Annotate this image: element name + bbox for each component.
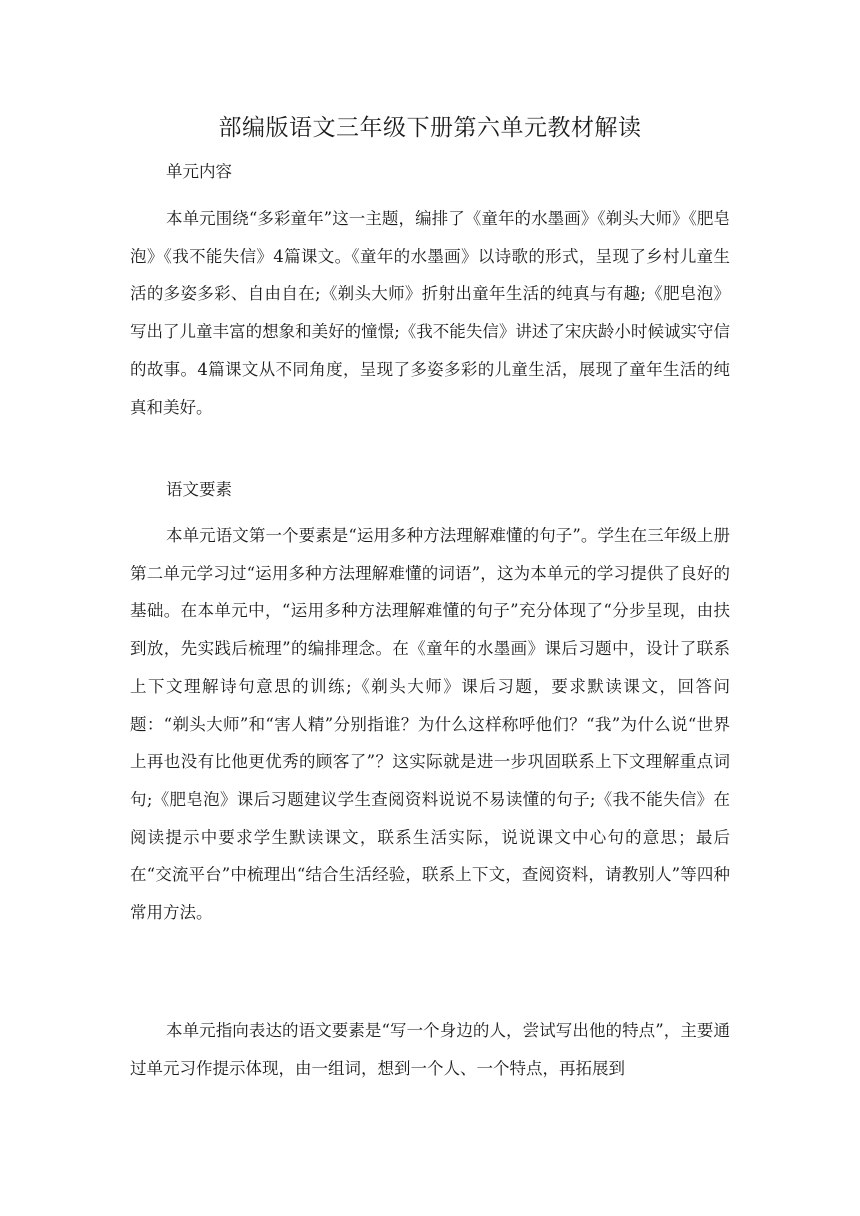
paragraph-language-element-1: 本单元语文第一个要素是“运用多种方法理解难懂的句子”。学生在三年级上册第二单元学习过“运用多种方法理解难懂的词语”，这为本单元的学习提供了良好的基础。在本单元中，“运用多种方法理解难懂的句子”充分体现了“分步呈现，由扶到放，先实践后梳理”的编排理念。在《童年的水墨画》课后习题中，设计了联系上下文理解诗句意思的训练;《剃头大师》课后习题，要求默读课文，回答问题：“剃头大师”和“害人精”分别指谁？为什么这样称呼他们？“我”为什么说“世界上再也没有比他更优秀的顾客了”？这实际就是进一步巩固联系上下文理解重点词句;《肥皂泡》课后习题建议学生查阅资料说说不易读懂的句子;《我不能失信》在阅读提示中要求学生默读课文，联系生活实际，说说课文中心句的意思；最后在“交流平台”中梳理出“结合生活经验，联系上下文，查阅资料，请教别人”等四种常用方法。 xyxy=(130,526,730,923)
document-title: 部编版语文三年级下册第六单元教材解读 xyxy=(218,115,642,141)
section-heading-unit-content: 单元内容 xyxy=(166,162,232,181)
section-heading-language-elements: 语文要素 xyxy=(166,480,232,499)
paragraph-unit-content: 本单元围绕“多彩童年”这一主题，编排了《童年的水墨画》《剃头大师》《肥皂泡》《我不能失信》4篇课文。《童年的水墨画》以诗歌的形式，呈现了乡村儿童生活的多姿多彩、自由自在;《剃头大师》折射出童年生活的纯真与有趣;《肥皂泡》写出了儿童丰富的想象和美好的憧憬;《我不能失信》讲述了宋庆龄小时候诚实守信的故事。4篇课文从不同角度，呈现了多姿多彩的儿童生活，展现了童年生活的纯真和美好。 xyxy=(130,209,730,417)
paragraph-language-element-2: 本单元指向表达的语文要素是“写一个身边的人，尝试写出他的特点”，主要通过单元习作提示体现，由一组词，想到一个人、一个特点，再拓展到 xyxy=(130,1021,730,1078)
